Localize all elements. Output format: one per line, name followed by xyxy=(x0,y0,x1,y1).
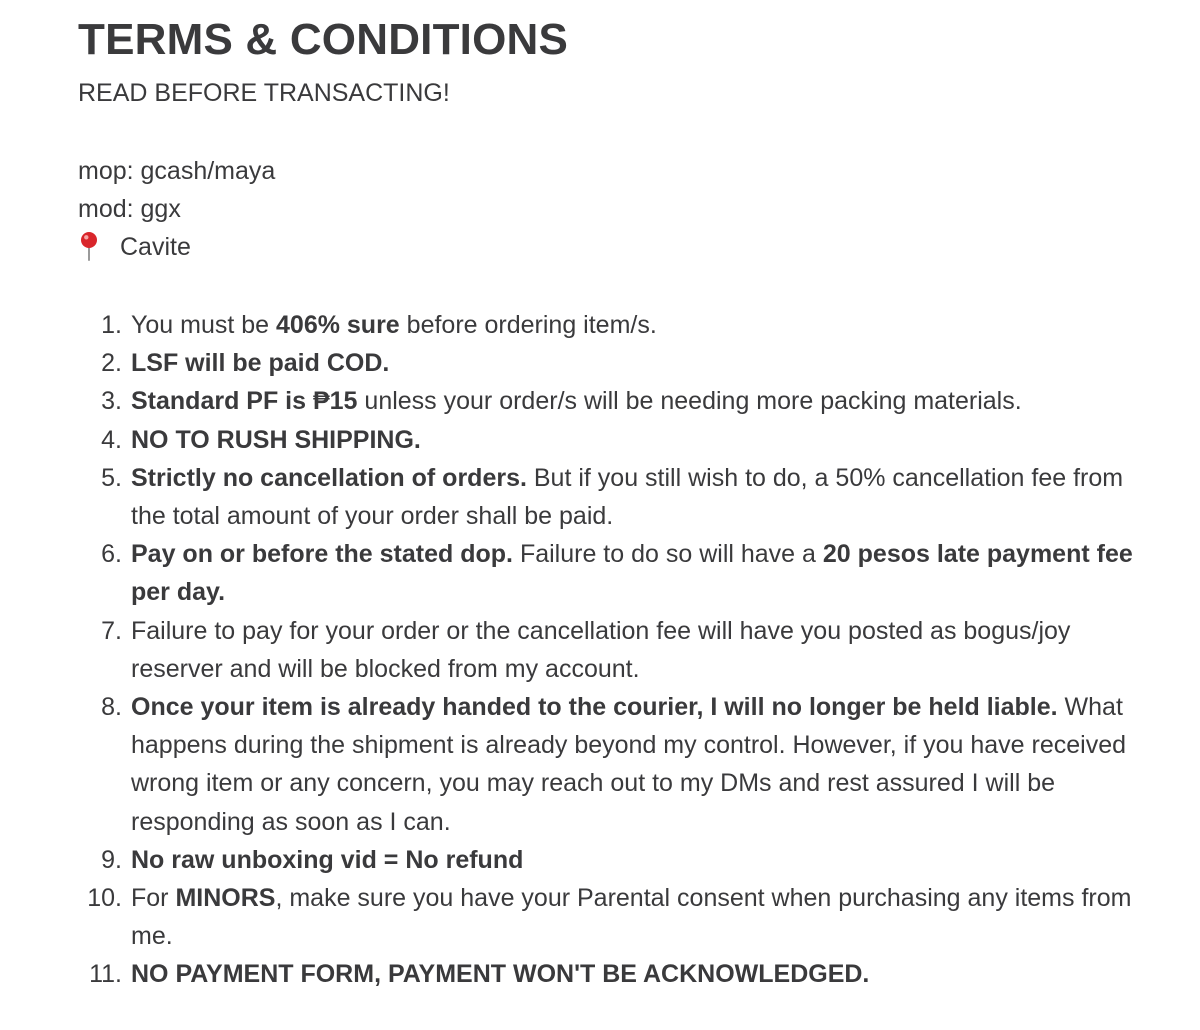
term-number: 3. xyxy=(101,387,122,416)
term-bold-text: Once your item is already handed to the courier, I will no longer be held liable. xyxy=(131,693,1058,722)
term-number: 6. xyxy=(101,540,122,569)
term-number: 9. xyxy=(101,845,122,874)
term-regular-text: Failure to pay for your order or the cancellation fee will have you posted as bogus/joy reserver and will be blocked from my account. xyxy=(131,616,1071,683)
term-number: 7. xyxy=(101,616,122,645)
term-text xyxy=(131,421,1140,459)
term-item xyxy=(78,421,1140,459)
term-item xyxy=(78,535,1140,611)
term-number: 4. xyxy=(101,425,122,454)
term-regular-text: For xyxy=(131,884,176,913)
term-bold-text: Pay on or before the stated dop. xyxy=(131,540,513,569)
mode-of-payment: mop: gcash/maya xyxy=(78,157,276,185)
term-number: 11. xyxy=(89,960,122,989)
location-text: Cavite xyxy=(120,233,191,261)
terms-list xyxy=(78,306,1140,994)
term-bold-text: Standard PF is ₱15 xyxy=(131,387,358,416)
term-bold-text: 20 pesos late payment fee per day. xyxy=(131,540,1133,607)
term-bold-text: LSF will be paid COD. xyxy=(131,349,390,378)
term-bold-text: NO PAYMENT FORM, PAYMENT WON'T BE ACKNOWLEDGED. xyxy=(131,960,870,989)
term-item xyxy=(78,344,1140,382)
term-regular-text: unless your order/s will be needing more packing materials. xyxy=(357,387,1022,416)
term-item xyxy=(78,841,1140,879)
term-bold-text: MINORS xyxy=(175,884,276,913)
term-regular-text: You must be xyxy=(131,311,277,339)
term-bold-text: 406% sure xyxy=(276,311,400,339)
page-subtitle: READ BEFORE TRANSACTING! xyxy=(78,79,450,107)
term-number: 1. xyxy=(101,311,122,339)
term-text xyxy=(131,344,1140,382)
transaction-info xyxy=(78,152,1140,266)
term-text xyxy=(131,459,1140,535)
term-item xyxy=(78,879,1140,955)
page-title: TERMS & CONDITIONS xyxy=(78,15,569,64)
term-text xyxy=(131,955,1140,993)
term-number: 5. xyxy=(101,463,122,492)
term-text xyxy=(131,535,1140,611)
location-line xyxy=(78,228,1140,266)
term-item xyxy=(78,306,1140,344)
term-item xyxy=(78,688,1140,841)
term-regular-text: , make sure you have your Parental consent when purchasing any items from me. xyxy=(131,884,1132,951)
term-number: 8. xyxy=(101,693,122,722)
term-item xyxy=(78,955,1140,993)
term-number: 2. xyxy=(101,349,122,378)
term-bold-text: Strictly no cancellation of orders. xyxy=(131,463,527,492)
term-regular-text: Failure to do so will have a xyxy=(513,540,823,569)
term-item xyxy=(78,382,1140,420)
pushpin-icon xyxy=(78,231,100,261)
term-regular-text: What happens during the shipment is already beyond my control. However, if you have received wrong item or any concern, you may reach out to my DMs and rest assured I will be responding as soon as I can. xyxy=(131,693,1127,836)
term-text xyxy=(131,879,1140,955)
term-text xyxy=(131,306,1140,344)
term-item xyxy=(78,612,1140,688)
term-text xyxy=(131,382,1140,420)
term-text xyxy=(131,841,1140,879)
term-text xyxy=(131,612,1140,688)
mode-of-delivery: mod: ggx xyxy=(78,195,181,223)
term-bold-text: No raw unboxing vid = No refund xyxy=(131,845,524,874)
term-regular-text: But if you still wish to do, a 50% cancellation fee from the total amount of your order shall be paid. xyxy=(131,463,1124,531)
term-regular-text: before ordering item/s. xyxy=(399,311,657,339)
term-text xyxy=(131,688,1140,841)
term-item xyxy=(78,459,1140,535)
term-number: 10. xyxy=(87,884,122,913)
term-bold-text: NO TO RUSH SHIPPING. xyxy=(131,425,421,454)
